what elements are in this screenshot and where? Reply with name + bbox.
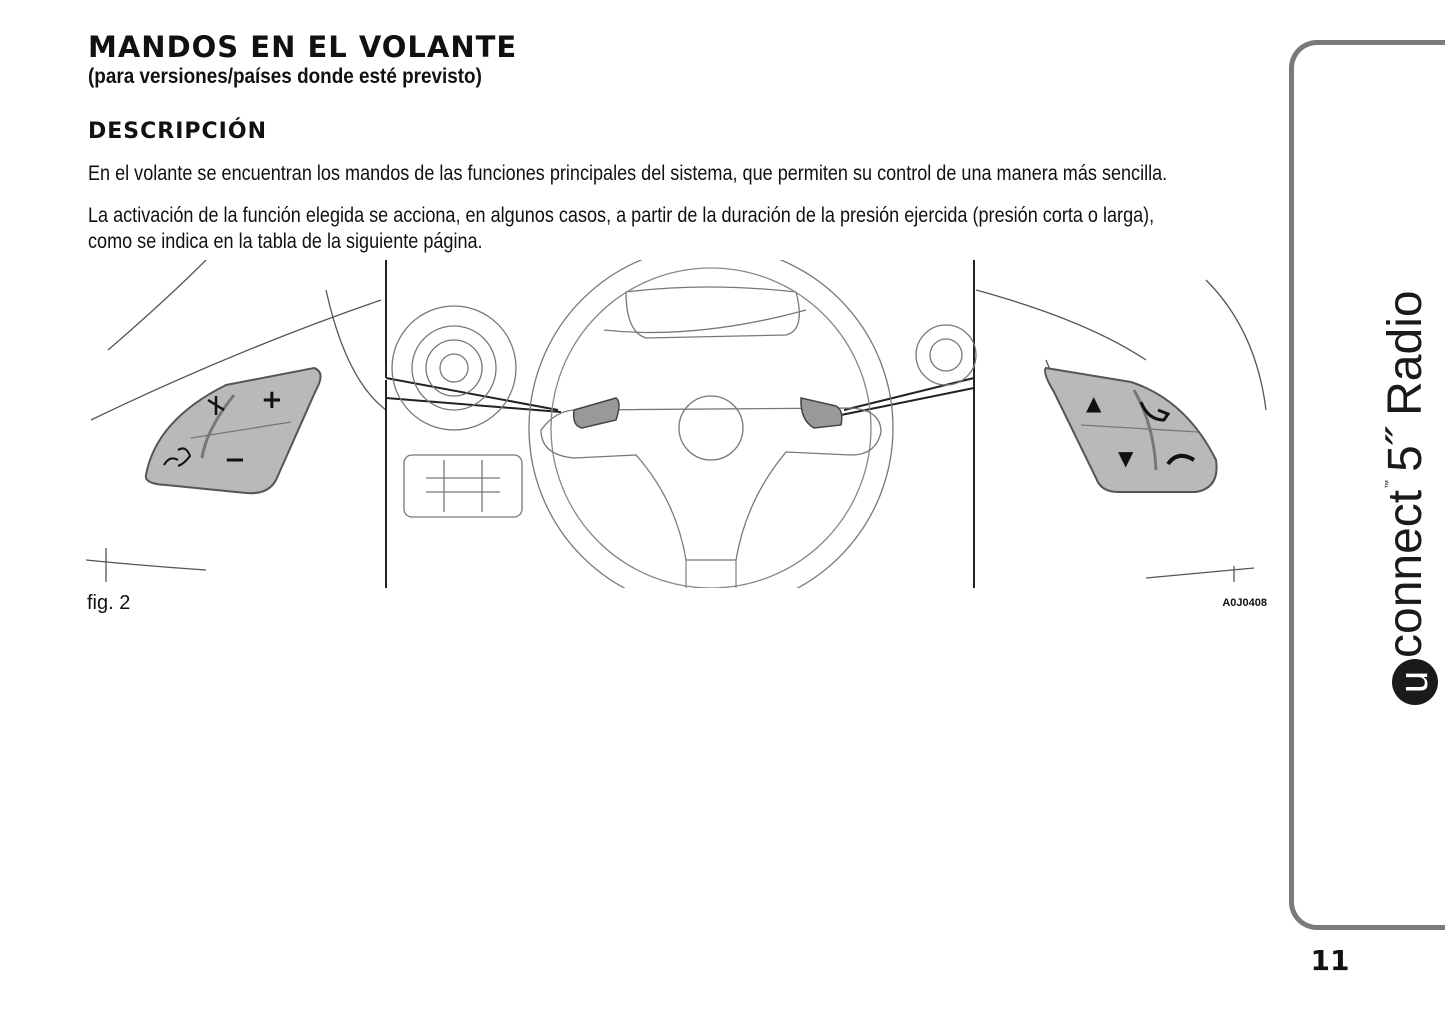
page-title: MANDOS EN EL VOLANTE	[88, 30, 518, 64]
right-dash-line	[976, 290, 1146, 360]
left-dash-line	[326, 290, 386, 410]
left-dash-line	[108, 260, 206, 350]
chapter-tab-title	[1363, 290, 1438, 705]
steering-wheel-controls-figure	[86, 260, 1270, 588]
paragraph-description: En el volante se encuentran los mandos de las funciones principales del sistema, que permiten su control de una manera más sencilla.	[88, 162, 1168, 185]
down-arrow-label: ▼	[1118, 446, 1134, 470]
paragraph-activation-line-2: como se indica en la tabla de la siguiente página.	[88, 230, 483, 253]
page-subtitle: (para versiones/países donde esté previsto)	[88, 65, 482, 88]
right-control-pad	[1045, 368, 1217, 492]
air-vent	[392, 306, 516, 430]
wheel-left-buttons	[574, 398, 619, 428]
trademark-mark: ™	[1383, 479, 1393, 489]
uconnect-logo-icon: u	[1392, 659, 1438, 705]
page-number: 11	[1310, 944, 1350, 977]
figure-code: A0J0408	[1222, 597, 1267, 609]
volume-up-label: +	[261, 385, 283, 415]
left-dash-line	[86, 560, 206, 570]
figure-label: fig. 2	[87, 592, 131, 614]
left-control-pad	[146, 368, 321, 493]
paragraph-activation-line-1: La activación de la función elegida se acciona, en algunos casos, a partir de la duración de la presión ejercida (presión corta o larga),	[88, 204, 1155, 227]
radio-model: 5˝ Radio	[1379, 290, 1432, 472]
right-callout-line	[841, 388, 974, 415]
up-arrow-label: ▲	[1086, 391, 1102, 415]
brand-name: connect	[1379, 489, 1432, 658]
right-callout-line	[844, 378, 974, 410]
wheel-right-buttons	[801, 398, 842, 428]
right-dash-line	[1146, 568, 1254, 578]
air-vent	[916, 325, 976, 385]
section-heading: DESCRIPCIÓN	[88, 119, 267, 144]
climate-panel	[404, 455, 522, 517]
right-dash-line	[1206, 280, 1266, 410]
volume-down-label: −	[224, 445, 246, 475]
